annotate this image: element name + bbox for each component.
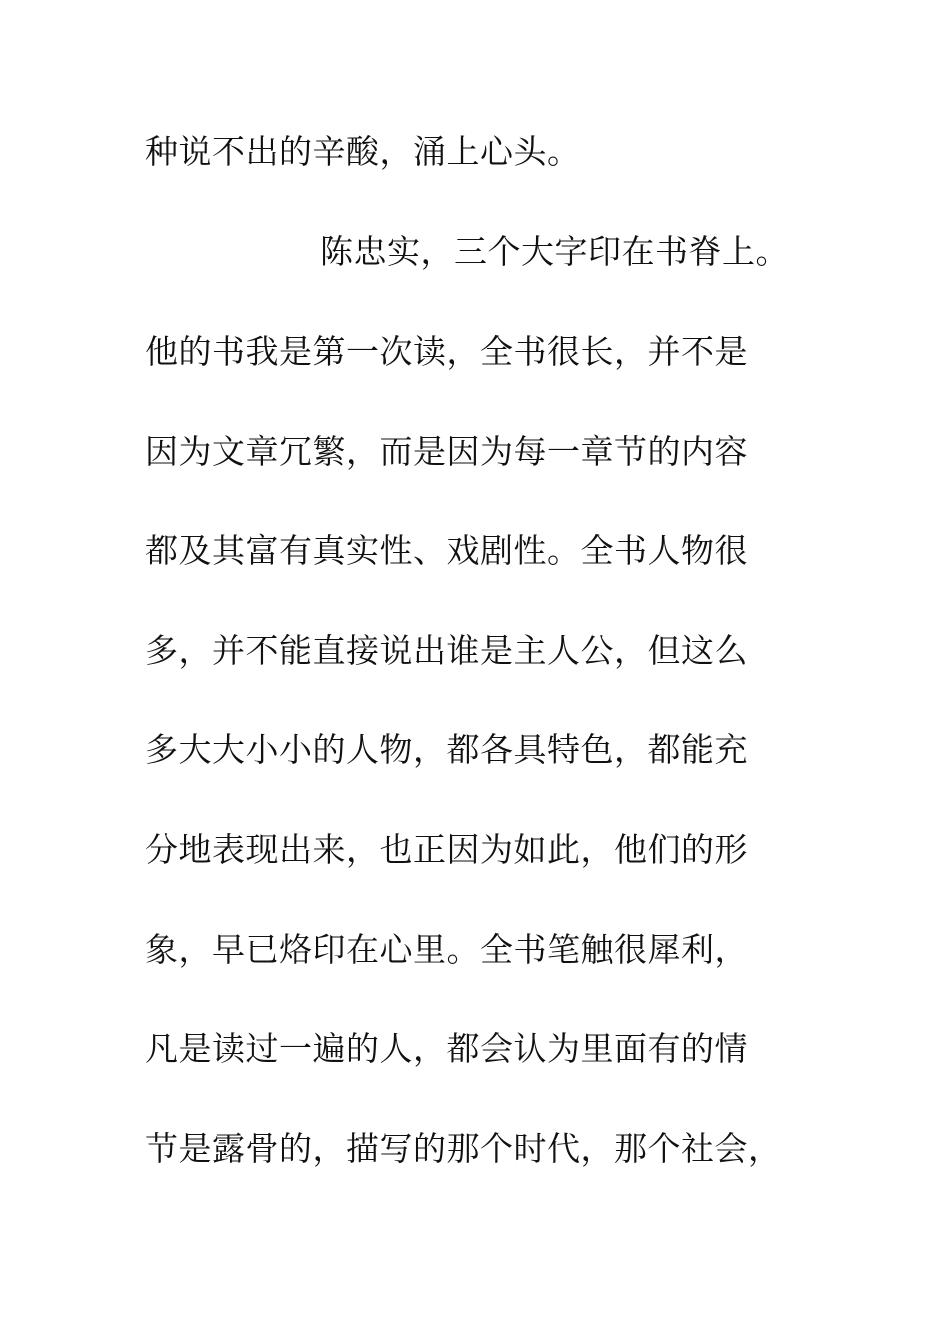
text-line: 他的书我是第一次读，全书很长，并不是 [145,332,748,371]
text-line: 象，早已烙印在心里。全书笔触很犀利， [145,930,748,969]
text-line: 因为文章冗繁，而是因为每一章节的内容 [145,432,748,471]
text-line: 都及其富有真实性、戏剧性。全书人物很 [145,531,748,570]
text-line: 凡是读过一遍的人，都会认为里面有的情 [145,1029,748,1068]
text-line: 节是露骨的，描写的那个时代，那个社会， [145,1129,782,1168]
text-line: 分地表现出来，也正因为如此，他们的形 [145,830,748,869]
paragraph-first-line: 陈忠实，三个大字印在书脊上。 [320,232,789,271]
text-line: 种说不出的辛酸，涌上心头。 [145,132,581,171]
text-line: 多大大小小的人物，都各具特色，都能充 [145,730,748,769]
text-line: 多，并不能直接说出谁是主人公，但这么 [145,631,748,670]
